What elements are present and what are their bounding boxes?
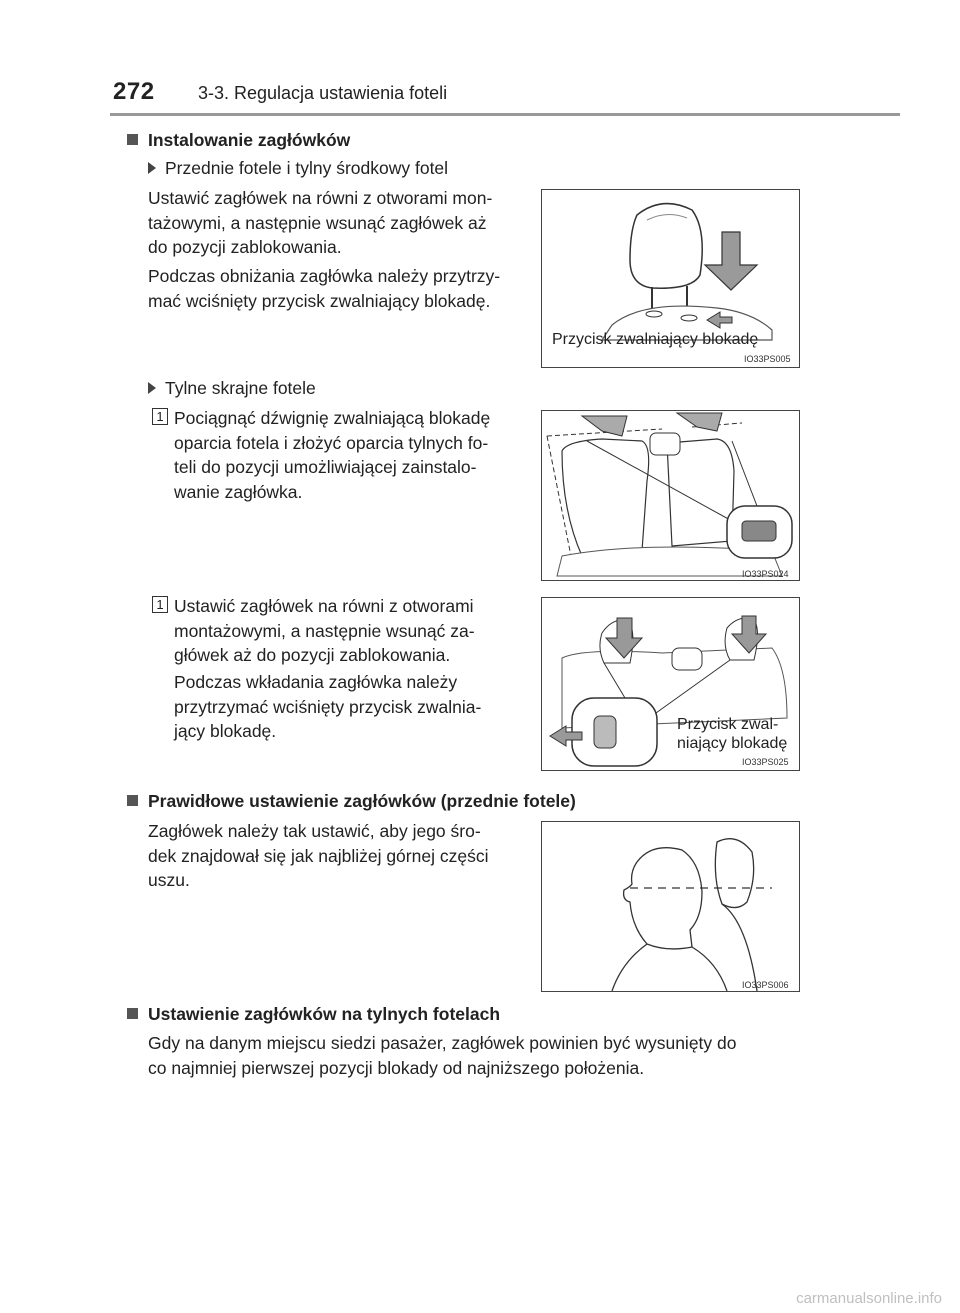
figure-headrest-position (541, 821, 800, 992)
section-title: 3-3. Regulacja ustawienia foteli (198, 83, 448, 103)
step1-instructions: Pociągnąć dźwignię zwalniającą blokadę oparcia fotela i złożyć oparcia tylnych fo- teli do pozycji umożliwiającej zainstalo- wanie zagłówka. (174, 408, 491, 502)
square-bullet-icon (127, 134, 138, 145)
front-subheading: Przednie fotele i tylny środkowy fotel (148, 158, 448, 179)
proper-instructions: Zagłówek należy tak ustawić, aby jego śro- dek znajdował się jak najbliżej górnej części uszu. (148, 821, 489, 890)
step1-number: 1 (152, 408, 168, 426)
rear-adjust-instructions: Gdy na danym miejscu siedzi pasażer, zagłówek powinien być wysunięty do co najmniej pierwszej pozycji blokady od najniższego położenia. (148, 1033, 737, 1078)
rear-seat-fold-illustration (542, 411, 799, 580)
install-heading: Instalowanie zagłówków (127, 130, 350, 151)
proper-heading: Prawidłowe ustawienie zagłówków (przednie fotele) (127, 791, 576, 812)
page-number: 272 (113, 78, 155, 105)
triangle-bullet-icon (148, 382, 156, 394)
figure-rear-seat-fold (541, 410, 800, 581)
front-instructions: Ustawić zagłówek na równi z otworami mon- tażowymi, a następnie wsunąć zagłówek aż do pozycji zablokowania. (148, 188, 493, 257)
release-button-label: Przycisk zwalniający blokadę (552, 331, 759, 348)
figure-code: IO33PS024 (742, 569, 789, 579)
figure-code: IO33PS005 (744, 354, 791, 364)
square-bullet-icon (127, 795, 138, 806)
rear-adjust-heading: Ustawienie zagłówków na tylnych fotelach (127, 1004, 500, 1025)
release-button-label-line2: niający blokadę (677, 735, 788, 752)
triangle-bullet-icon (148, 162, 156, 174)
front-headrest-illustration (542, 190, 799, 367)
figure-front-headrest (541, 189, 800, 368)
headrest-position-illustration (542, 822, 799, 991)
step2-instructions: Ustawić zagłówek na równi z otworami montażowymi, a następnie wsunąć za- główek aż do pozycji zablokowania. (174, 596, 475, 665)
figure-code: IO33PS006 (742, 980, 789, 990)
front-note: Podczas obniżania zagłówka należy przytrzy- mać wciśnięty przycisk zwalniający blokadę. (148, 266, 501, 311)
step2-number: 1 (152, 596, 168, 614)
figure-code: IO33PS025 (742, 757, 789, 767)
square-bullet-icon (127, 1008, 138, 1019)
header-rule (110, 113, 900, 116)
watermark: carmanualsonline.info (796, 1290, 942, 1307)
step2-note: Podczas wkładania zagłówka należy przytrzymać wciśnięty przycisk zwalnia- jący blokadę. (174, 672, 482, 741)
release-button-label-line1: Przycisk zwal- (677, 716, 779, 733)
rear-subheading: Tylne skrajne fotele (148, 378, 316, 399)
rear-headrest-install-illustration (542, 598, 799, 770)
figure-rear-headrest-install (541, 597, 800, 771)
